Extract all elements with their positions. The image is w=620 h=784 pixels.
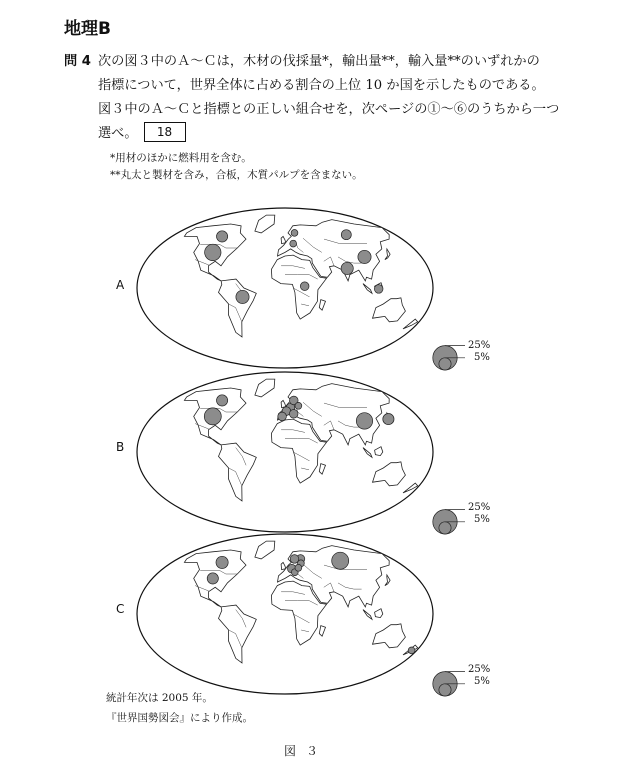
world-map-c — [110, 530, 500, 700]
legend-label-large: 25% — [468, 664, 491, 675]
question-number: 問 4 — [64, 54, 91, 69]
share-circle — [204, 408, 221, 425]
legend-label-small: 5% — [474, 352, 490, 363]
share-circle — [408, 647, 415, 654]
share-circle — [295, 402, 302, 409]
section-title: 地理B — [64, 19, 111, 39]
legend-label-small: 5% — [474, 676, 490, 687]
share-circle — [341, 230, 351, 240]
share-circle — [291, 230, 298, 237]
share-circle — [216, 556, 228, 568]
share-circle — [300, 282, 309, 291]
question-line: 指標について，世界全体に占める割合の上位 10 か国を示したものである。 — [98, 78, 545, 93]
question-text — [98, 50, 588, 146]
share-circle — [290, 240, 297, 247]
share-circle — [217, 231, 228, 242]
share-circle — [383, 414, 394, 425]
legend-label-large: 25% — [468, 340, 491, 351]
map-frame — [137, 534, 433, 694]
source-note: 『世界国勢図会』により作成。 — [106, 712, 253, 724]
note-line: **丸太と製材を含み，合板，木質パルプを含まない。 — [110, 169, 363, 181]
legend-circle-5 — [439, 684, 451, 696]
share-circle — [356, 413, 372, 429]
share-circle — [205, 244, 221, 260]
question-line: 選べ。 — [98, 126, 138, 141]
share-circle — [358, 250, 371, 263]
legend-label-small: 5% — [474, 514, 490, 525]
map-label-b: B — [116, 440, 125, 454]
figure-caption: 図３ — [284, 744, 329, 758]
share-circle — [207, 573, 218, 584]
notes — [110, 150, 363, 184]
map-label-c: C — [116, 602, 125, 616]
world-map-a — [110, 204, 500, 374]
question-line: 次の図３中のＡ～Ｃは，木材の伐採量*，輸出量**，輸入量**のいずれかの — [98, 54, 540, 69]
share-circle — [278, 412, 287, 421]
map-frame — [137, 372, 433, 532]
question-line-last — [98, 122, 588, 146]
world-map-b — [110, 368, 500, 538]
share-circle — [295, 564, 302, 571]
map-frame — [137, 208, 433, 368]
share-circle — [217, 395, 228, 406]
map-label-a: A — [116, 278, 125, 292]
share-circle — [341, 262, 353, 274]
share-circle — [236, 290, 249, 303]
note-line: *用材のほかに燃料用を含む。 — [110, 152, 252, 164]
share-circle — [374, 285, 383, 294]
share-circle — [332, 552, 349, 569]
answer-box: 18 — [144, 122, 186, 142]
legend-label-large: 25% — [468, 502, 491, 513]
share-circle — [289, 410, 298, 419]
statistics-year-note: 統計年次は 2005 年。 — [106, 692, 213, 704]
question-line: 図３中のＡ～Ｃと指標との正しい組合せを，次ページの①～⑥のうちから一つ — [98, 102, 560, 117]
